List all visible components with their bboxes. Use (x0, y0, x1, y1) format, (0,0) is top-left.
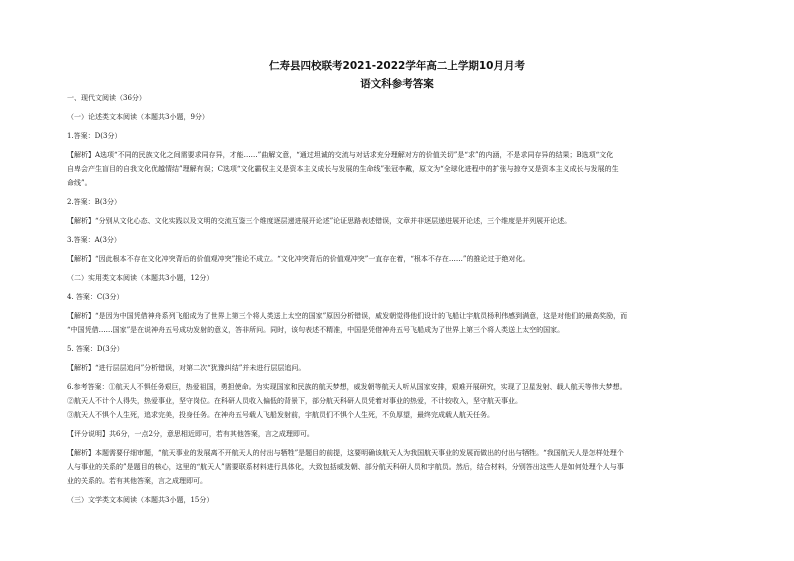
analysis-line: 【解析】“因此根本不存在文化冲突背后的价值观冲突”推论不成立。“文化冲突背后的价值观冲突”一直存在着，“根本不存在……”的推论过于绝对化。 (67, 255, 530, 263)
analysis-line: 【解析】“分别从文化心态、文化实践以及文明的交流互鉴三个维度逐层递进展开论述”论证思路表述错误，文章并非逐层递进展开论述，三个维度是并列展开论述。 (67, 217, 572, 225)
analysis-line: 【解析】“进行层层追问”分析错误，对第二次“犹豫纠结”并未进行层层追问。 (67, 364, 306, 372)
section-heading: 一、现代文阅读（36分） (67, 94, 146, 102)
analysis-line: 业的关系的。若有其他答案，言之成理即可。 (67, 477, 207, 485)
answer-line: 6.参考答案：①航天人不惧任务艰巨，热爱祖国，勇担使命。为实现国家和民族的航天梦想，威发朝等航天人听从国家安排，艰难开展研究，实现了卫星发射、载人航天等伟大梦想。 (67, 383, 627, 391)
subsection-heading: （二）实用类文本阅读（本题共3小题，12分） (67, 274, 214, 282)
analysis-line: “中国凭借……国家”是在说神舟五号成功发射的意义，答非所问。同时，该句表述不精准，中国是凭借神舟五号飞船成为了世界上第三个将人类送上太空的国家。 (67, 326, 565, 334)
document-subtitle: 语文科参考答案 (360, 78, 434, 90)
answer-line: 4. 答案：C(3分） (67, 293, 124, 301)
document-title: 仁寿县四校联考2021-2022学年高二上学期10月月考 (269, 60, 525, 72)
analysis-line: 【解析】A选项“不同的民族文化之间需要求同存异，才能……”曲解文意，“通过坦诚的交流与对话求充分理解对方的价值关切”是“求”的内涵，不是求同存异的结果；B选项“文化 (67, 151, 614, 159)
analysis-line: 【解析】“是因为中国凭借神舟系列飞船成为了世界上第三个将人类送上太空的国家”原因分析错误，威发朝觉得他们设计的飞船让宇航员杨利伟感到满意，这是对他们的最高奖励，而 (67, 312, 628, 320)
analysis-line: 命线”。 (67, 179, 92, 187)
answer-point: ③航天人不惧个人生死，追求完美，投身任务。在神舟五号载人飞船发射前，宇航员们不惧个人生死，不负厚望，最终完成载人航天任务。 (67, 411, 494, 419)
scoring-note: 【评分说明】共6分，一点2分，意思相近即可，若有其他答案，言之成理即可。 (67, 430, 314, 438)
subsection-heading: （三）文学类文本阅读（本题共3小题，15分） (67, 496, 214, 504)
analysis-line: 人与事业的关系的”是题目的核心，这里的“航天人”需要联系材料进行具体化，大致包括威发朝、部分航天科研人员和宇航员。然后，结合材料，分别答出这些人是如何处理个人与事 (67, 463, 624, 471)
analysis-line: 自卑会产生盲目的自我文化优越情结”理解有误；C选项“文化霸权主义是资本主义成长与发展的生命线”张冠李戴，原文为“全球化进程中的扩张与掠夺又是资本主义成长与发展的生 (67, 165, 619, 173)
answer-point: ②航天人不计个人得失，热爱事业，坚守岗位。在科研人员收入偏低的背景下，部分航天科研人员凭着对事业的热爱，不计较收入，坚守航天事业。 (67, 397, 522, 405)
answer-line: 2.答案：B(3分） (67, 198, 122, 206)
answer-line: 5. 答案：D(3分） (67, 345, 124, 353)
answer-line: 1.答案：D(3分） (67, 132, 122, 140)
answer-content (67, 93, 727, 505)
subsection-heading: （一）论述类文本阅读（本题共3小题，9分） (67, 113, 209, 121)
answer-line: 3.答案：A(3分） (67, 236, 121, 244)
analysis-line: 【解析】本题需要仔细审题，“航天事业的发展离不开航天人的付出与牺牲”是题目的前提，这要明确该航天人为我国航天事业的发展而做出的付出与牺牲。“我国航天人是怎样处理个 (67, 449, 624, 457)
